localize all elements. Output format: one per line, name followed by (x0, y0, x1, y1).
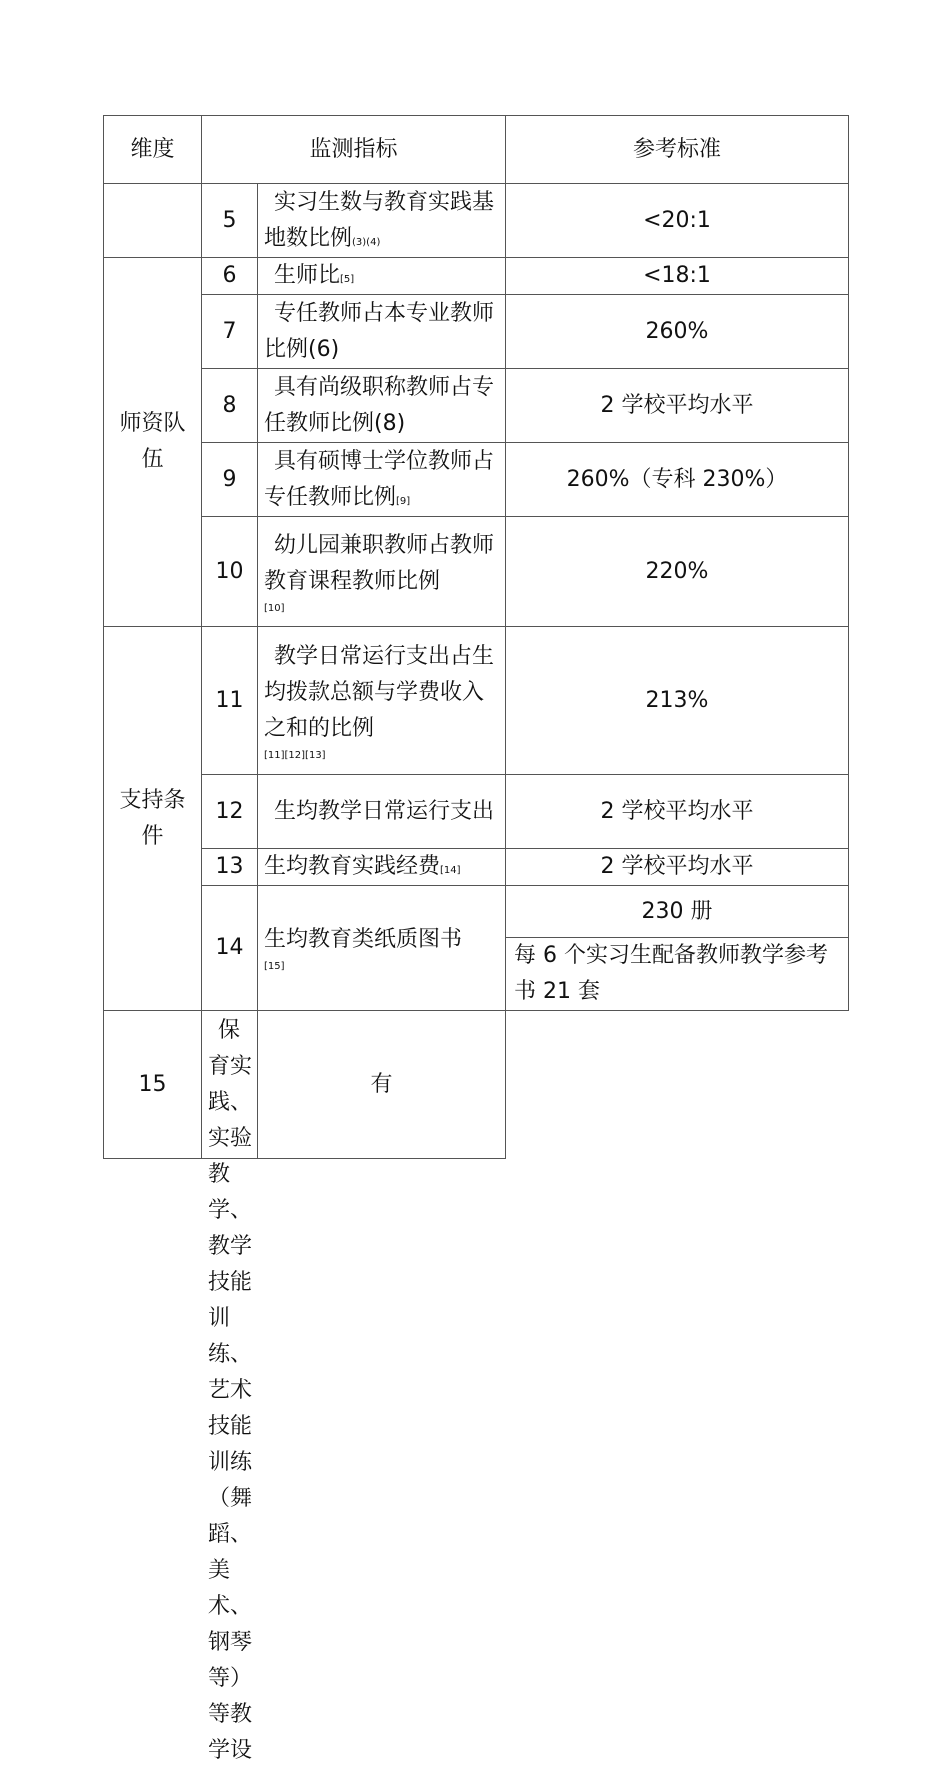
row-number: 8 (202, 369, 258, 443)
footnote-ref: [5] (340, 274, 355, 285)
header-indicator: 监测指标 (202, 116, 506, 184)
indicator-text: 幼儿园兼职教师占教师教育课程教师比例 (264, 532, 495, 594)
indicator-cell (258, 443, 506, 517)
indicator-cell (258, 295, 506, 369)
header-dimension: 维度 (104, 116, 202, 184)
indicator-cell (258, 886, 506, 1011)
table-row (104, 627, 849, 775)
indicator-cell (258, 517, 506, 627)
row-number: 5 (202, 184, 258, 258)
reference-cell: 213% (506, 627, 849, 775)
reference-cell: <20:1 (506, 184, 849, 258)
indicator-text: 专任教师占本专业教师比例(6) (264, 300, 495, 362)
row-number: 10 (202, 517, 258, 627)
indicator-cell (202, 1011, 258, 1763)
indicator-cell (258, 258, 506, 295)
reference-cell: 2 学校平均水平 (506, 775, 849, 849)
table-row (104, 775, 849, 849)
table-header-row (104, 116, 849, 184)
table-row (104, 295, 849, 369)
row-number: 11 (202, 627, 258, 775)
row-number: 9 (202, 443, 258, 517)
reference-cell: 有 (258, 1011, 506, 1159)
footnote-ref: [11][12][13] (264, 749, 326, 761)
footnote-ref: (3)(4) (352, 236, 381, 248)
indicator-text: 实习生数与教育实践基地数比例 (264, 189, 495, 251)
footnote-ref: [10] (264, 602, 285, 614)
row-number: 13 (202, 849, 258, 886)
indicator-cell (258, 184, 506, 258)
reference-cell: 2 学校平均水平 (506, 369, 849, 443)
dimension-label: 师资队伍 (119, 411, 186, 472)
reference-cell: 2 学校平均水平 (506, 849, 849, 886)
standards-table (103, 115, 849, 1763)
indicator-text: 具有尚级职称教师占专任教师比例(8) (264, 374, 495, 436)
dimension-cell-empty (104, 184, 202, 258)
indicator-text: 生均教育实践经费 (264, 854, 441, 879)
reference-cell: 220% (506, 517, 849, 627)
indicator-text: 教学日常运行支出占生均拨款总额与学费收入之和的比例 (264, 643, 495, 741)
indicator-cell (258, 369, 506, 443)
reference-cell: 230 册 (506, 886, 849, 938)
table-row (104, 849, 849, 886)
footnote-ref: [15] (264, 961, 285, 972)
indicator-cell (258, 627, 506, 775)
table-row (104, 1011, 849, 1159)
table-row (104, 369, 849, 443)
reference-cell: 260%（专科 230%） (506, 443, 849, 517)
row-number: 15 (104, 1011, 202, 1159)
indicator-text: 生均教育类纸质图书 (264, 927, 463, 952)
indicator-cell (258, 849, 506, 886)
indicator-text: 生师比 (274, 263, 341, 288)
indicator-cell (258, 775, 506, 849)
table-row (104, 517, 849, 627)
footnote-ref: [9] (396, 495, 411, 507)
row-number: 7 (202, 295, 258, 369)
dimension-label: 支持条件 (119, 787, 186, 849)
row-number: 6 (202, 258, 258, 295)
reference-cell: 260% (506, 295, 849, 369)
dimension-teachers (104, 258, 202, 627)
dimension-support (104, 627, 202, 1011)
indicator-text: 生均教学日常运行支出 (274, 798, 495, 824)
indicator-text: 保育实践、实验教学、教学技能训练、艺术技能训练（舞蹈、美术、钢琴等）等教学设 (208, 1017, 253, 1763)
row-number: 14 (202, 886, 258, 1011)
header-reference: 参考标准 (506, 116, 849, 184)
table-row (104, 184, 849, 258)
table-row (104, 258, 849, 295)
table-row (104, 886, 849, 938)
row-number: 12 (202, 775, 258, 849)
reference-cell-secondary: 每 6 个实习生配备教师教学参考书 21 套 (506, 938, 849, 1011)
footnote-ref: [14] (440, 865, 461, 876)
reference-cell: <18:1 (506, 258, 849, 295)
indicator-text: 具有硕博士学位教师占专任教师比例 (264, 448, 495, 510)
table-row (104, 443, 849, 517)
